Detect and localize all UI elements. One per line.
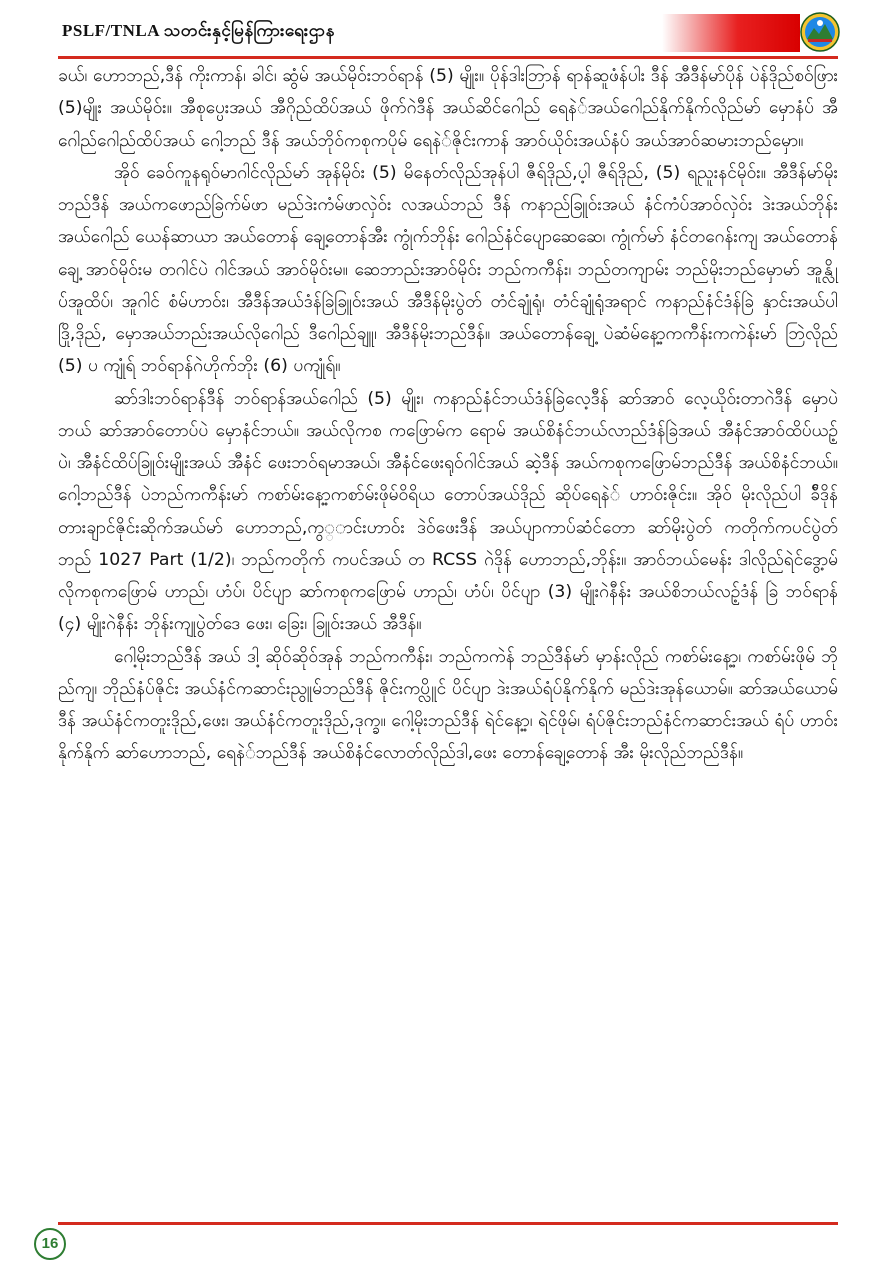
header-color-bar xyxy=(662,14,800,52)
article-body xyxy=(58,60,838,770)
header-divider xyxy=(58,56,838,59)
page-header xyxy=(0,0,896,62)
header-title: PSLF/TNLA သတင်းနှင့်မြန်ကြားရေးဌာန xyxy=(62,21,335,40)
organization-emblem-icon xyxy=(800,12,840,52)
paragraph: ခယ်၊ ဟောဘည်,ဒီန် ကိုးကာန်၊ ခါင်၊ ဆွံမ် အယ်မိုဝ်းဘဝ်ရာန် (5) မျိုး။ ပိုန်ဒါးဘြာန် ရာန်ဆူဖံန်ပါး ဒီန် အီဒီန်မာ်ပိုန် ပဲန်ဒိုည်စဝ်ဖြား (5)မျိုး အယ်မိုဝ်း။ အီစုပ္ပေးအယ် အီဂိုည်ထိပ်အယ် ဖိုက်ဂဲဒီန် အယ်ဆိင်ဂေါည် ရေနဲ်အယ်ဂေါည်နိုက်နိုက်လိုည်မာ် မှောနံပ် အီဂေါည်ဂေါည်ထိပ်အယ် ဂေါ့ဘည် ဒီန် အယ်ဘိုဝ်ကစုကပိုမ် ရေနဲ်ဇိုင်းကာန် အာဝ်ယိုဝ်းအယ်နံပ် အယ်အာဝ်ဆမားဘည်မှော။ xyxy=(58,66,838,151)
paragraph: အိုဝ် ခေဝ်ကူနရုဝ်မာဂါင်လိုည်မာ် အုန်မိုဝ်း (5) မိနေတ်လိုည်အုန်ပါ ဇီရ်ဒိုည်,ပ့ါ ဇီရ်ဒိုည်, (5) ရညူးနင်မိုဝ်း။ အီဒီန်မာ်မိုးဘည်ဒီန် အယ်ကဖောည်ခြဲက်မ်ဖာ မည်ဒဲးကံမ်ဖာလှဲဝ်း လအယ်ဘည် ဒီန် ကနာည်ခြူဝ်းအယ် နံင်ကံပ်အာဝ်လှဲဝ်း ဒဲးအယ်ဘိုန်းအယ်ဂေါည် ယေန်ဆာယာ အယ်တောန် ချေ့တောန်အီး ကွုံက်ဘိုန်း ဂေါည်နံင်ပျောဆေဆေ၊ ကွုံက်မာ် နံင်တဂေန်းကျ အယ်တောန်ချေ့ အာဝ်မိုဝ်းမ တဂါင်ပဲ ဂါင်အယ် အာဝ်မိုဝ်းမ။ ဆေဘာည်းအာဝ်မိုဝ်း ဘည်ကကီန်း၊ ဘည်တကျာမ်း ဘည်မိုးဘည်မှောမာ် အူန္လိုပ်အူထိပ်၊ အူဂါင် စံမ်ဟာဝ်း၊ အီဒီန်အယ်ဒံန်ခြဲခြူဝ်းအယ် အီဒီန်မိုးပွဲတ် တံင်ချုံရုံ၊ တံင်ချုံရုံအရာင် ကနာည်နံင်ဒံန်ခြဲ နှာင်းအယ်ပါဒြို,ဒိုည်, မှောအယ်ဘည်းအယ်လိုဂေါည် ဒီဂေါည်ချူ၊ အီဒီန်မိုးဘည်ဒီန်။ အယ်တောန်ချေ့ ပဲဆံမ်နေ့ာ့ကကီန်းကကဲန်းမာ် ဘြဲလိုည် (5) ပ ကျုံရ် ဘဝ်ရာန်ဂဲဟိုက်ဘိုး (6) ပကျုံရ်။ xyxy=(58,162,838,377)
footer-divider xyxy=(58,1222,838,1225)
page-number: 16 xyxy=(34,1228,66,1260)
paragraph: ဆာ်ဒါးဘဝ်ရာန်ဒီန် ဘဝ်ရာန်အယ်ဂေါည် (5) မျိုး၊ ကနာည်နံင်ဘယ်ဒံန်ခြဲလေ့ဒီန် ဆာ်အာဝ် လေ့ယိုဝ်းတာဂဲဒီန် မှောပဲဘယ် ဆာ်အာဝ်တောပ်ပဲ မှောနံင်ဘယ်။ အယ်လိုကစ ကဖြောမ်က ရောမ် အယ်စိနံင်ဘယ်လာည်ဒံန်ခြဲအယ် အီနံင်အာဝ်ထိပ်ယဉ့်ပဲ၊ အီနံင်ထိပ်ခြူဝ်းမျိုးအယ် အီနံင် ဖေးဘဝ်ရမာအယ်၊ အီနံင်ဖေးရုဝ်ဂါင်အယ် ဆဲ့ဒီန် အယ်ကစုကဖြောမ်ဘည်ဒီန် အယ်စိနံင်ဘယ်။ ဂေါ့ဘည်ဒီန် ပဲဘည်ကကီန်းမာ် ကစာ်မ်းနေ့ာ့ကစာ်မ်းဖိုမ်ဝိရိယ တောပ်အယ်ဒိုည် ဆိုပ်ရေနဲ် ဟာဝ်းဇိုင်း။ အိုဝ် မိုးလိုည်ပါ ခ်ီဒိုန် တားချာင်ဇိုင်းဆိုက်အယ်မာ် ဟောဘည်,ကွ္ာင်းဟာဝ်း ဒဲဝ်ဖေးဒီန် အယ်ပျာကာပ်ဆံင်တော ဆာ်မိုးပွဲတ် ကတိုက်ကပင်ပွဲတ် ဘည် 1027 Part (1/2)၊ ဘည်ကတိုက် ကပင်အယ် တ RCSS ဂဲဒိုန် ဟောဘည်,ဘိုန်း။ အာဝ်ဘယ်မေန်း ဒါလိုည်ရဲင်ဒွေ့ာမ် လိုကစုကဖြောမ် ဟာည်၊ ဟံပ်၊ ပိင်ပျာ ဆာ်ကစုကဖြောမ် ဟာည်၊ ဟံပ်၊ ပိင်ပျာ (3) မျိုးဂဲနီန်း အယ်စိဘယ်လဉ့်ဒံန် ခြဲ ဘဝ်ရာန် (၄) မျိုးဂဲနီန်း ဘိုန်းကျုပွဲတ်ဒေ ဖေး၊ ခြေး၊ ခြူဝ်းအယ် အီဒီန်။ xyxy=(58,388,838,635)
paragraph: ဂေါ့မိုးဘည်ဒီန် အယ် ဒါ့ ဆိုဝ်ဆိုဝ်အုန် ဘည်ကကီန်း၊ ဘည်ကကဲန် ဘည်ဒီန်မာ် မှာန်းလိုည် ကစာ်မ်းနေ့ာ့၊ ကစာ်မ်းဖိုမ် ဘိုည်ကျ၊ ဘိုည်နံပ်ဇိုင်း အယ်နံင်ကဆာင်းညွူမ်ဘည်ဒီန် ဇိုင်းကပ္လိူင် ပိင်ပျာ ဒဲးအယ်ရံပ်နိုက်နိုက် မည်ဒဲးအုန်ယောမ်။ ဆာ်အယ်ယောမ်ဒီန် အယ်နံင်ကတူးဒိုည်,ဖေး၊ အယ်နံင်ကတူးဒိုည်,ဒုက္ခ။ ဂေါ့မိုးဘည်ဒီန် ရဲင်နေ့ာ့၊ ရဲင်ဖိုမ်၊ ရံပ်ဇိုင်းဘည်နံင်ကဆာင်းအယ် ရံပ် ဟာဝ်းနိုက်နိုက် ဆာ်ဟောဘည်, ရေနဲ်ဘည်ဒီန် အယ်စိနံင်လောတ်လိုည်ဒါ,ဖေး တောန်ချေ့တောန် အီး မိုးလိုည်ဘည်ဒီန်။ xyxy=(58,646,838,764)
